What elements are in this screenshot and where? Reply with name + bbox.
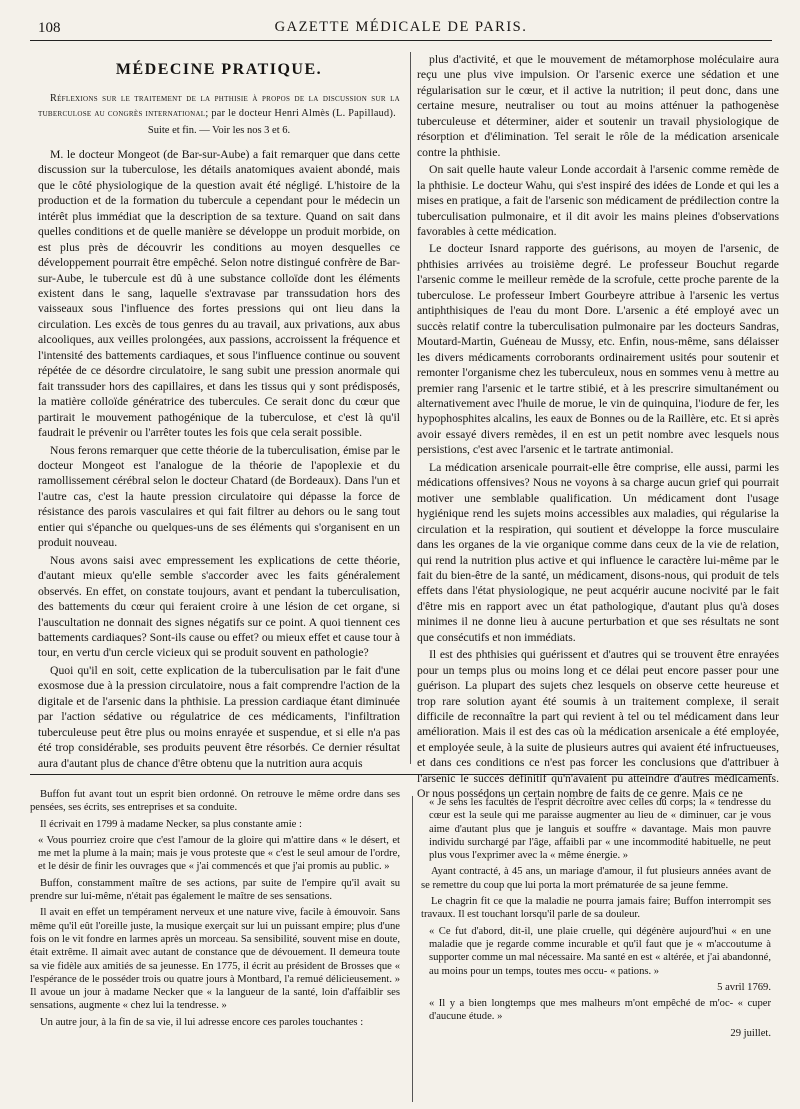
- article-left-column: [38, 62, 400, 773]
- article-paragraph: plus d'activité, et que le mouvement de métamorphose moléculaire aura reçu une plus vive impulsion. Or l'arsenic exerce une sédation et une régularisation sur le cœur, et il active la nutrition; il peut donc, dans une certaine mesure, neutraliser ou tout au moins atténuer la pathogenèse tuberculeuse et déterminer, aider et soutenir un travail physiologique de résorption et d'élimination. Tel serait le rôle de la médication arsenicale contre la phthisie.: [417, 53, 779, 159]
- feuilleton-paragraph: Buffon fut avant tout un esprit bien ordonné. On retrouve le même ordre dans ses pensées, ses écrits, ses entreprises et sa conduite.: [30, 789, 400, 814]
- page-header: [30, 14, 772, 41]
- article-paragraph: La médication arsenicale pourrait-elle être comprise, elle aussi, parmi les médications offensives? Nous ne voyons à sa charge aucun grief qui pourrait motiver une semblable qualification. Un médicament dont l'usage hygiénique rend les sujets moins accessibles aux maladies, qui régularise la circulation et la respiration, qui soutient et développe la force musculaire dans les organes de la vie organique comme dans ceux de la vie de relation, qui rend la nutrition plus active et qui influence le caractère lui-même par le fait du bien-être de la santé, un médicament, disons-nous, qui produit de tels effets dans l'état physiologique, ne peut acquérir aucune nocivité par le fait d'être mis en rapport avec un état pathologique, d'autant plus qu'à doses minimes il ne donne lieu à aucune perturbation et que ses résultats ne sont que consécutifs et non immédiats.: [417, 460, 779, 644]
- feuilleton-divider: [30, 774, 772, 775]
- quotation: « Je sens les facultés de l'esprit décroître avec celles du corps; la « tendresse du cœur est la seule qui me paraisse augmenter au lieu de « diminuer, car je vous aime d'autant plus que je languis et souffre « davantage. Mais mon pauvre individu surchargé par l'âge, affaibli par « une incommodité habituelle, ne peut plus vous l'exprimer avec la « même énergie. »: [429, 797, 771, 862]
- feuilleton-paragraph: Un autre jour, à la fin de sa vie, il lui adresse encore ces paroles touchantes :: [40, 1016, 364, 1028]
- article-title: [38, 91, 400, 121]
- article-paragraph: Nous avons saisi avec empressement les explications de cette théorie, d'autant mieux qu'elle semble s'accorder avec les faits généralement observés. En effet, on constate toujours, avant et pendant la tuberculisation, des battements du cœur qui feraient croire à une lésion de cet organe, si l'auscultation ne donnait des signes négatifs sur ce point. A quoi tiennent ces battements cardiaques? Sont-ils cause ou effet? ou mieux effet et cause tour à tour, en vertu d'un cercle vicieux qui se produit souvent en pathologie?: [38, 553, 400, 660]
- article-title-lead: Réflexions sur le traitement de la phthisie à propos de la discussion sur la tuberculose au congrès international;: [38, 93, 400, 120]
- article-right-column: [410, 52, 780, 801]
- article-paragraph: Nous ferons remarquer que cette théorie de la tuberculisation, émise par le docteur Mongeot est l'analogue de la théorie de l'apoplexie et du ramollissement cérébral selon le docteur Chatard (de Bordeaux). Dans l'un et l'autre cas, c'est la haute pression circulatoire qui dépasse la force de résistance des parois vasculaires et qui fait filtrer au dehors ou le sang tout entier qui s'épanche ou quelques-uns de ses éléments qui s'organisent en un produit nouveau.: [38, 443, 400, 550]
- section-title: MÉDECINE PRATIQUE.: [115, 61, 323, 78]
- article-paragraph: On sait quelle haute valeur Londe accordait à l'arsenic comme remède de la phthisie. Le docteur Wahu, qui s'est inspiré des idées de Londe et qui les a mises en pratique, a fait de l'arsenic son médicament de prédilection contre la tuberculisation pulmonaire, et il dit avoir les mains pleines d'observations favorables à cette médication.: [417, 163, 780, 238]
- article-paragraph: M. le docteur Mongeot (de Bar-sur-Aube) a fait remarquer que dans cette discussion sur la tuberculose, les détails anatomiques avaient abondé, mais que le côté physiologique de la question avait été négligé. L'histoire de la production et de la formation du tubercule a cependant pour le médecin un intérêt plus immédiat que la description de sa texture. Quand on sait dans quelles conditions et de quelle manière se développe un produit morbide, on est plus près de découvrir les conditions au moyen desquelles ce développement pourrait être empêché. Selon notre distingué confrère de Bar-sur-Aube, le tubercule est dû à une substance colloïde dont les éléments existent dans le sang, laquelle s'extravase par transsudation hors des vaisseaux sous l'influence des fortes pressions qui ont lieu dans la circulation. Les excès de tous genres du au travail, aux privations, aux abus alcooliques, aux veilles prolongées, aux passions, accroissent la fréquence et l'intensité des battements cardiaques, et sous l'influence continue ou souvent répétée de ce désordre circulatoire, le sang subit une pression anormale qui fait transsuder hors des capillaires, et dans les tissus qui y sont prédisposés, la matière colloïde génératrice des tubercules. Ce serait donc du cœur que partirait le mouvement pathogénique de la tuberculose, et c'est là qu'il faudrait le prévenir ou l'arrêter toutes les fois que cela serait possible.: [38, 147, 400, 440]
- letter-date: 5 avril 1769.: [717, 981, 771, 993]
- article-paragraph: Il est des phthisies qui guérissent et d'autres qui se trouvent être enrayées pour un temps plus ou moins long et ce délai peut encore passer pour une guérison. La plupart des sujets chez lesquels on observe cette heureuse et trop rare solution ayant été soumis à un traitement complexe, il serait difficile de reconnaître la part qui revient à tel ou tel médicament dans leur amélioration. Mais il est des cas où la médication arsenicale a été employée, et employée seule, à la suite de plusieurs autres qui avaient été infructueuses, et dans ces conditions ce n'est pas forcer les conclusions que d'attribuer à l'arsenic le succès définitif qu'n'avaient pu atteindre d'autres médicaments. Or nous possédons un certain nombre de faits de ce genre. Mais ce ne: [417, 648, 779, 801]
- feuilleton-left-column: [30, 788, 400, 1032]
- feuilleton-paragraph: Il écrivait en 1799 à madame Necker, sa plus constante amie :: [40, 818, 302, 830]
- continuation-note: Suite et fin. — Voir les nos 3 et 6.: [147, 125, 291, 137]
- quotation: « Ce fut d'abord, dit-il, une plaie cruelle, qui dégénère aujourd'hui « en une maladie que je regarde comme incurable et qu'il faut que je « m'accoutume à supporter comme un mal nécessaire. Ma santé en est « altérée, et j'ai abandonné, au moins pour un temps, toutes mes occu- « pations. »: [429, 925, 771, 977]
- right-paragraphs: [417, 52, 779, 802]
- feuilleton-paragraph: Buffon, constamment maître de ses actions, par suite de l'empire qu'il avait su prendre sur lui-même, n'était pas également le maître de ses sensations.: [30, 877, 400, 903]
- quotation: « Vous pourriez croire que c'est l'amour de la gloire qui m'attire dans « le désert, et me met la plume à la main; mais je vous proteste que « c'est le seul amour de l'ordre, et le désir de finir les ouvrages que « j'ai commencés et que j'ai promis au public. »: [38, 834, 400, 873]
- journal-title: GAZETTE MÉDICALE DE PARIS.: [274, 19, 528, 35]
- letter-date: 29 juillet.: [730, 1027, 771, 1039]
- feuilleton-right-column: [412, 796, 771, 1102]
- article-paragraph: Quoi qu'il en soit, cette explication de la tuberculisation par le fait d'une exosmose due à la pression circulatoire, nous a fait comprendre l'action de la digitale et de l'arsenic dans la phthisie. La pression cardiaque étant diminuée par l'action sédative ou régulatrice de ces médicaments, l'infiltration tuberculeuse peut être plus ou moins enrayée et suspendue, et si elle n'a pas été trop considérable, ses produits peuvent être résorbés. Ce dernier résultat aura d'autant plus de chance d'être obtenu que la nutrition aura acquis: [38, 663, 400, 770]
- left-paragraphs: [38, 147, 400, 771]
- page-number: 108: [38, 20, 61, 36]
- feuilleton-paragraph: Le chagrin fit ce que la maladie ne pourra jamais faire; Buffon interrompit ses travaux. Il est touchant lorsqu'il parle de sa douleur.: [421, 896, 771, 921]
- article-paragraph: Le docteur Isnard rapporte des guérisons, au moyen de l'arsenic, de phthisies arrivées au troisième degré. Le professeur Bouchut regarde l'arsenic comme le meilleur remède de la scrofule, cette proche parente de la tuberculose. Le professeur Imbert Gourbeyre attribue à l'arsenic les vertus antiphthisiques de l'eau du mont Dore. L'arsenic a été employé avec un succès relatif contre la tuberculisation pulmonaire par les docteurs Sandras, Moutard-Martin, Guéneau de Mussy, etc. Enfin, nous-même, sans délaisser les divers médicaments corroborants ordinairement usités pour soutenir et remonter l'organisme chez les tuberculeux, nous en sommes venu à mettre au premier rang l'arsenic et le tartre stibié, et à les prescrire simultanément ou alternativement avec l'huile de morue, le vin de quinquina, l'iodure de fer, les hypophosphites alcalins, les eaux de Bonnes ou de la Raillère, etc. Et si après avoir essayé divers remèdes, il en est un petit nombre avec lesquels nous persistions, c'est avec l'arsenic et le tartrate antimonial.: [417, 242, 779, 457]
- feuilleton-paragraph: Il avait en effet un tempérament nerveux et une nature vive, facile à émouvoir. Sans même qu'il eût l'oreille juste, la musique exerçait sur lui un puissant empire; plus d'une fois on le vit fondre en larmes après un morceau. Sa sensibilité, souvent mise en doute, était extrême. Il aimait avec autant de constance que de dévouement. Il demeura toute sa vie fidèle aux amitiés de sa jeunesse. En 1775, il écrit au président de Brosses que « l'espérance de le posséder trois ou quatre jours à Montbard, l'a remué délicieusement. » Il avoue un jour à madame Necker que « la langueur de la santé, loin d'affaiblir ses sensations, augmente « chez lui la tendresse. »: [30, 907, 400, 1012]
- quotation: « Il y a bien longtemps que mes malheurs m'ont empêché de m'oc- « cuper d'aucune étude. »: [429, 998, 771, 1023]
- feuilleton-paragraph: Ayant contracté, à 45 ans, un mariage d'amour, il fut plusieurs années avant de se remettre du coup que lui porta la mort prématurée de sa jeune femme.: [421, 866, 771, 891]
- article-author: par le docteur Henri Almès (L. Papillaud).: [211, 108, 396, 120]
